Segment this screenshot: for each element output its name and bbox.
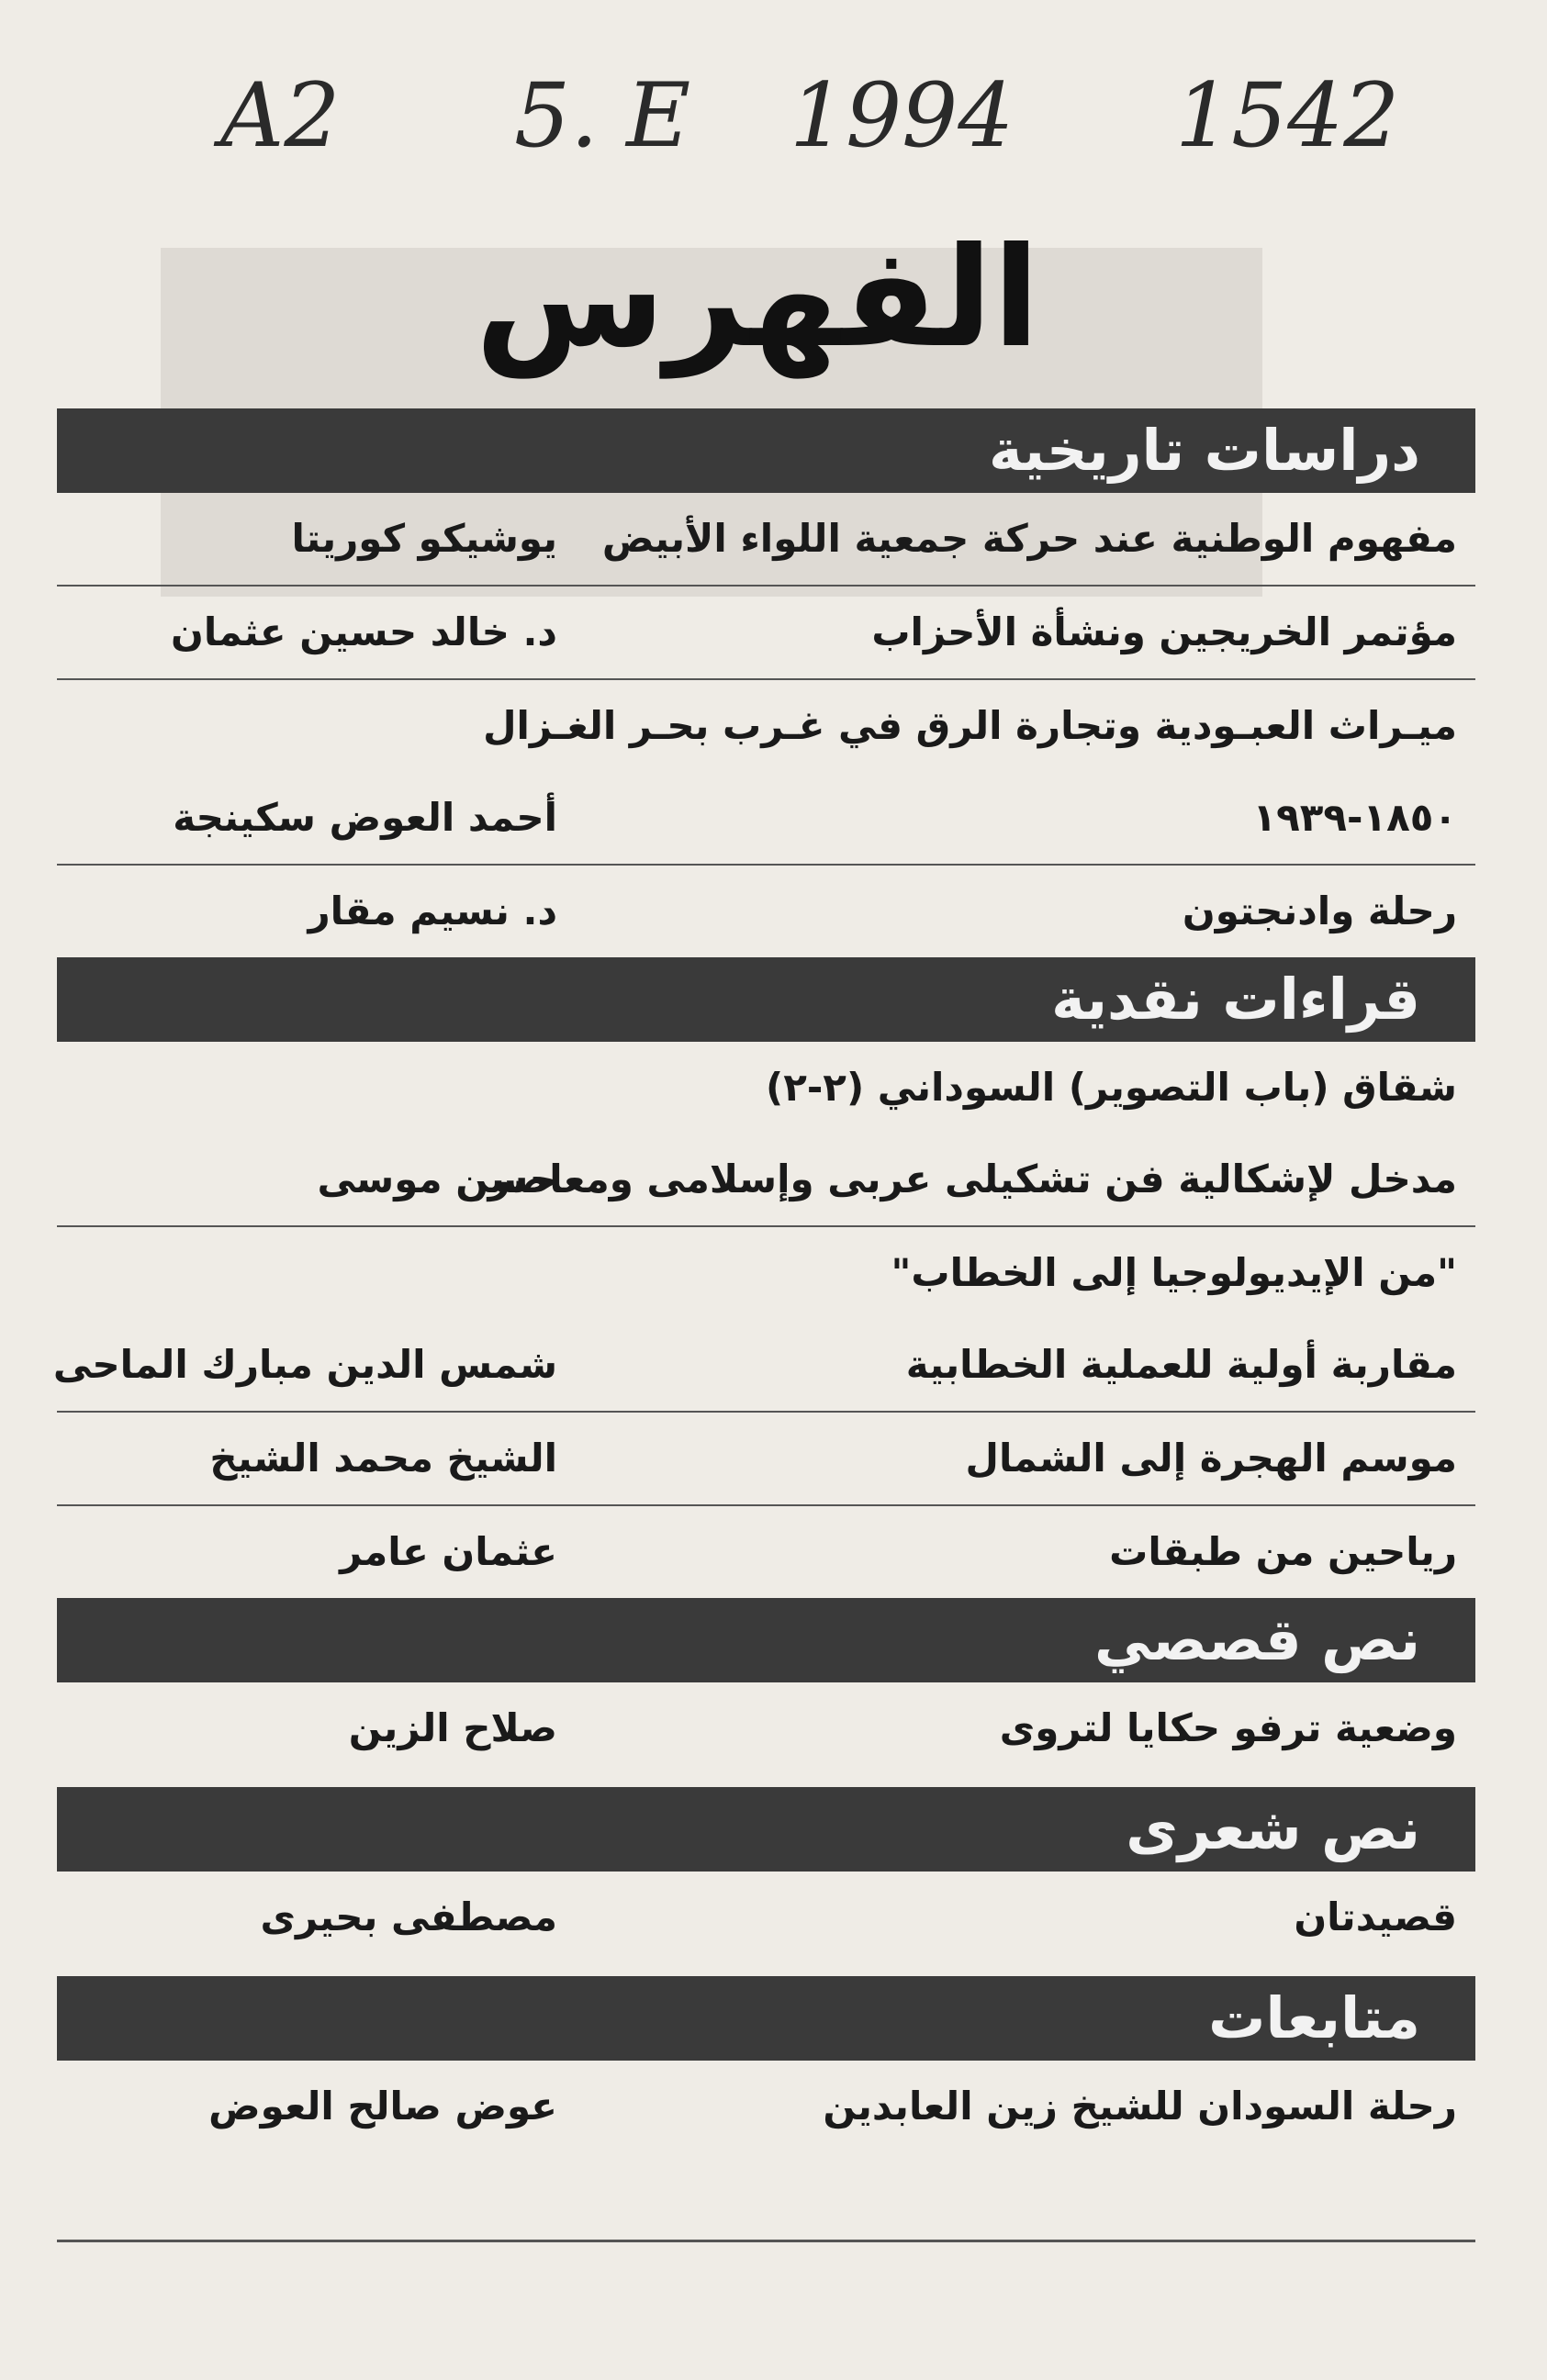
toc-entry — [57, 1413, 1475, 1506]
entry-author: مصطفى بحيرى — [260, 1894, 557, 1939]
handwritten-date: 5. E — [514, 64, 691, 167]
entry-title: ١٨٥٠-١٩٣٩ — [1252, 795, 1457, 840]
handwritten-number: 1542 — [1175, 64, 1400, 167]
entry-title: مدخل لإشكالية فن تشكيلى عربى وإسلامى ومعاصر — [488, 1156, 1457, 1201]
table-of-contents — [52, 408, 1475, 2152]
toc-entry — [57, 1872, 1475, 1963]
entry-author: عوض صالح العوض — [208, 2084, 557, 2129]
entry-title: قصيدتان — [1294, 1894, 1457, 1939]
section-poetry — [57, 1787, 1475, 1963]
handwritten-note — [220, 64, 1414, 174]
entry-title: شقاق (باب التصوير) السوداني (٢-٢) — [766, 1065, 1457, 1110]
entry-title: رحلة السودان للشيخ زين العابدين — [823, 2084, 1457, 2129]
entry-author: أحمد العوض سكينجة — [173, 795, 557, 840]
toc-entry — [57, 1134, 1475, 1227]
toc-entry — [57, 587, 1475, 680]
entry-author: يوشيكو كوريتا — [291, 516, 557, 561]
section-heading: قراءات نقدية — [57, 957, 1475, 1042]
entry-title: ميـراث العبـودية وتجارة الرق في غـرب بحـر الغـزال — [483, 703, 1457, 748]
entry-title: رياحين من طبقات — [1109, 1529, 1457, 1574]
page-title: الفهرس — [475, 218, 1040, 378]
toc-entry — [57, 1506, 1475, 1598]
entry-author: حسن موسى — [317, 1156, 557, 1201]
entry-author: د. خالد حسين عثمان — [170, 609, 557, 654]
section-short-story — [57, 1598, 1475, 1774]
entry-author: الشيخ محمد الشيخ — [209, 1436, 557, 1481]
entry-title: مفهوم الوطنية عند حركة جمعية اللواء الأبيض — [601, 516, 1457, 561]
entry-author: شمس الدين مبارك الماحى — [52, 1342, 557, 1387]
toc-entry — [57, 866, 1475, 957]
entry-author: عثمان عامر — [340, 1529, 557, 1574]
entry-author: د. نسيم مقار — [308, 888, 557, 933]
toc-entry — [57, 1042, 1475, 1134]
footer-rule — [57, 2240, 1475, 2242]
toc-entry — [57, 493, 1475, 587]
toc-entry — [57, 2061, 1475, 2152]
toc-entry — [52, 1319, 1475, 1413]
handwritten-year: 1994 — [790, 64, 1015, 167]
entry-title: رحلة وادنجتون — [1182, 888, 1457, 933]
entry-title: مؤتمر الخريجين ونشأة الأحزاب — [871, 609, 1457, 654]
section-critical-readings — [52, 957, 1475, 1598]
spacer — [57, 1963, 1475, 1976]
spacer — [57, 1774, 1475, 1787]
section-heading: نص قصصي — [57, 1598, 1475, 1682]
handwritten-code: A2 — [220, 64, 341, 167]
toc-entry — [57, 1227, 1475, 1319]
toc-entry — [57, 772, 1475, 866]
entry-author: صلاح الزين — [348, 1705, 557, 1750]
toc-entry — [57, 680, 1475, 772]
section-heading: نص شعرى — [57, 1787, 1475, 1872]
entry-title: "من الإيديولوجيا إلى الخطاب" — [891, 1250, 1457, 1295]
entry-title: مقاربة أولية للعملية الخطابية — [905, 1342, 1457, 1387]
section-heading: دراسات تاريخية — [57, 408, 1475, 493]
section-historical-studies — [57, 408, 1475, 957]
toc-entry — [57, 1682, 1475, 1774]
entry-title: موسم الهجرة إلى الشمال — [965, 1436, 1457, 1481]
section-follow-ups — [57, 1976, 1475, 2152]
section-heading: متابعات — [57, 1976, 1475, 2061]
entry-title: وضعية ترفو حكايا لتروى — [999, 1705, 1457, 1750]
